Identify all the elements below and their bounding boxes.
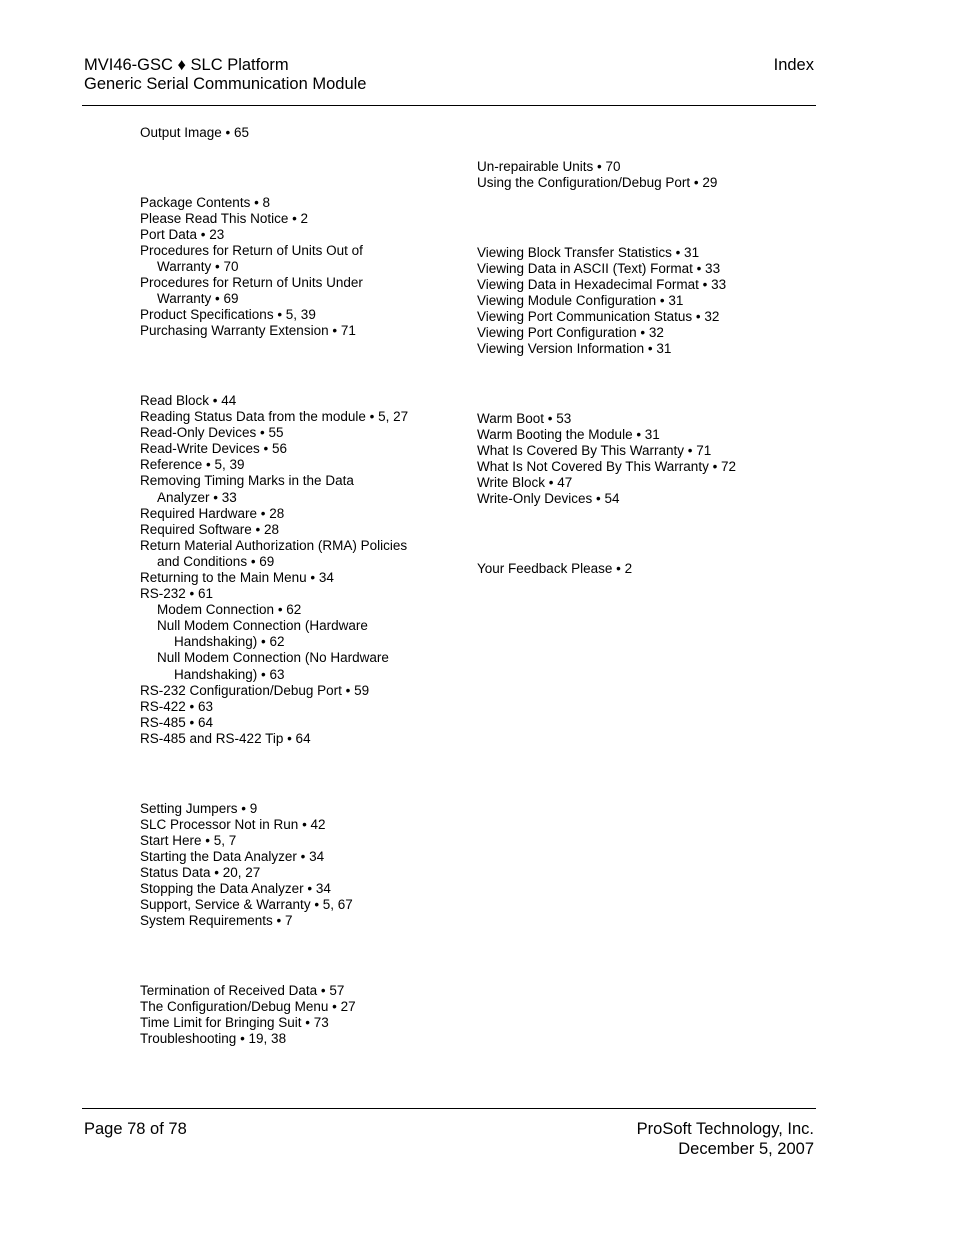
index-entry-line: RS-485 and RS-422 Tip • 64: [140, 730, 311, 746]
index-entry: [140, 243, 408, 275]
index-entry: [477, 277, 736, 293]
index-entry: [140, 1031, 408, 1047]
index-entry-line: Troubleshooting • 19, 38: [140, 1031, 287, 1047]
index-group-gap: [477, 507, 736, 561]
index-entry: [477, 309, 736, 325]
index-entry-line: Reference • 5, 39: [140, 457, 245, 473]
index-group-gap: [140, 747, 408, 801]
index-subentry: [140, 650, 408, 682]
index-entry: [477, 459, 736, 475]
index-entry: [140, 683, 408, 699]
index-entry: [140, 881, 408, 897]
index-entry-line: Viewing Version Information • 31: [477, 341, 672, 357]
index-entry-line: Time Limit for Bringing Suit • 73: [140, 1014, 329, 1030]
index-entry-line: Null Modem Connection (No Hardware: [157, 650, 389, 666]
index-group-gap: [477, 191, 736, 245]
index-entry-line: Viewing Module Configuration • 31: [477, 292, 684, 308]
index-entry-line: RS-422 • 63: [140, 698, 214, 714]
index-entry: [140, 125, 408, 141]
index-entry: [477, 491, 736, 507]
index-group: [477, 159, 736, 191]
index-entry: [140, 817, 408, 833]
index-entry-line: What Is Not Covered By This Warranty • 72: [477, 459, 737, 475]
page-header: [84, 56, 814, 94]
index-group: [477, 245, 736, 358]
index-entry: [140, 586, 408, 602]
index-entry-line: Reading Status Data from the module • 5, 27: [140, 409, 409, 425]
index-group: [140, 983, 408, 1047]
index-entry-line: Procedures for Return of Units Out of: [140, 242, 363, 258]
index-group: [477, 561, 736, 577]
index-subentry: [140, 618, 408, 650]
header-divider: [82, 105, 816, 106]
index-entry: [140, 983, 408, 999]
index-group-gap: [140, 339, 408, 393]
index-entry-line: Termination of Received Data • 57: [140, 982, 345, 998]
index-group-gap: [477, 357, 736, 411]
index-entry-line: Stopping the Data Analyzer • 34: [140, 880, 331, 896]
index-entry: [477, 443, 736, 459]
index-entry-line: Write Block • 47: [477, 475, 573, 491]
index-entry-line: Viewing Port Configuration • 32: [477, 325, 664, 341]
index-entry: [477, 411, 736, 427]
index-entry: [477, 325, 736, 341]
index-entry-line: RS-232 Configuration/Debug Port • 59: [140, 682, 370, 698]
index-group-gap: [140, 929, 408, 983]
company-name: ProSoft Technology, Inc.: [636, 1120, 814, 1138]
index-entry-line: Status Data • 20, 27: [140, 864, 261, 880]
index-entry: [477, 427, 736, 443]
index-entry-line: Warranty • 69: [157, 291, 239, 307]
index-entry-line: Required Hardware • 28: [140, 505, 285, 521]
index-entry: [140, 195, 408, 211]
index-entry-line: and Conditions • 69: [157, 553, 275, 569]
index-entry-line: Read Block • 44: [140, 392, 237, 408]
index-entry-line: Output Image • 65: [140, 125, 250, 140]
index-entry-line: Handshaking) • 62: [174, 634, 285, 650]
index-entry: [477, 561, 736, 577]
index-entry-line: What Is Covered By This Warranty • 71: [477, 443, 712, 459]
index-entry: [477, 175, 736, 191]
index-entry-line: System Requirements • 7: [140, 913, 293, 929]
index-entry-line: Purchasing Warranty Extension • 71: [140, 323, 356, 339]
index-entry-line: Viewing Block Transfer Statistics • 31: [477, 244, 700, 260]
page-footer: [84, 1120, 814, 1158]
index-entry-line: Product Specifications • 5, 39: [140, 307, 316, 323]
index-entry-line: Read-Write Devices • 56: [140, 441, 288, 457]
index-entry: [140, 699, 408, 715]
index-entry-line: Modem Connection • 62: [157, 602, 302, 618]
index-entry: [140, 425, 408, 441]
index-entry-line: Viewing Port Communication Status • 32: [477, 309, 720, 325]
index-entry: [140, 473, 408, 505]
index-entry-line: Write-Only Devices • 54: [477, 491, 620, 507]
index-entry: [140, 1015, 408, 1031]
index-entry-line: Please Read This Notice • 2: [140, 210, 309, 226]
index-entry: [140, 897, 408, 913]
index-entry: [140, 227, 408, 243]
index-entry: [140, 801, 408, 817]
index-subentry: [140, 602, 408, 618]
footer-divider: [82, 1108, 816, 1109]
index-entry: [140, 409, 408, 425]
index-entry-line: Read-Only Devices • 55: [140, 425, 284, 441]
publish-date: December 5, 2007: [678, 1139, 814, 1158]
index-entry: [477, 341, 736, 357]
index-entry-line: Viewing Data in Hexadecimal Format • 33: [477, 276, 727, 292]
index-entry: [140, 522, 408, 538]
index-group: [140, 195, 408, 340]
index-entry: [140, 731, 408, 747]
index-entry-line: Removing Timing Marks in the Data: [140, 473, 354, 489]
index-group: [140, 125, 408, 141]
index-entry: [477, 245, 736, 261]
section-title: Index: [773, 56, 814, 74]
index-column-right: [477, 159, 736, 577]
index-entry: [140, 570, 408, 586]
index-entry-line: Return Material Authorization (RMA) Policies: [140, 537, 408, 553]
index-entry: [140, 715, 408, 731]
index-group: [140, 393, 408, 747]
index-entry-line: RS-485 • 64: [140, 714, 214, 730]
index-entry: [477, 293, 736, 309]
index-entry: [140, 506, 408, 522]
module-name: Generic Serial Communication Module: [84, 75, 367, 93]
index-entry-line: Starting the Data Analyzer • 34: [140, 848, 325, 864]
index-entry-line: RS-232 • 61: [140, 586, 214, 602]
index-entry-line: Handshaking) • 63: [174, 666, 285, 682]
index-entry-line: Null Modem Connection (Hardware: [157, 618, 368, 634]
page-number: Page 78 of 78: [84, 1120, 187, 1138]
index-entry: [140, 211, 408, 227]
index-entry: [140, 393, 408, 409]
index-entry: [140, 833, 408, 849]
index-entry-line: Viewing Data in ASCII (Text) Format • 33: [477, 260, 721, 276]
index-entry: [140, 538, 408, 570]
index-entry: [140, 849, 408, 865]
index-entry: [140, 999, 408, 1015]
index-entry-line: Required Software • 28: [140, 521, 280, 537]
index-entry-line: Returning to the Main Menu • 34: [140, 569, 334, 585]
index-entry-line: Warranty • 70: [157, 258, 239, 274]
index-entry-line: Your Feedback Please • 2: [477, 560, 633, 576]
index-entry: [140, 323, 408, 339]
index-entry-line: Package Contents • 8: [140, 194, 271, 210]
index-entry-line: Port Data • 23: [140, 226, 225, 242]
index-entry: [140, 307, 408, 323]
index-column-left: [140, 125, 408, 1047]
index-entry-line: Warm Booting the Module • 31: [477, 426, 660, 442]
index-entry: [477, 261, 736, 277]
index-group: [140, 801, 408, 930]
index-entry: [477, 475, 736, 491]
index-entry: [140, 275, 408, 307]
index-entry-line: Start Here • 5, 7: [140, 832, 237, 848]
index-entry: [140, 441, 408, 457]
index-entry-line: SLC Processor Not in Run • 42: [140, 816, 326, 832]
index-entry: [477, 159, 736, 175]
index-entry-line: Support, Service & Warranty • 5, 67: [140, 897, 353, 913]
index-entry-line: Analyzer • 33: [157, 489, 237, 505]
product-line: MVI46-GSC ♦ SLC Platform: [84, 56, 289, 74]
index-entry: [140, 913, 408, 929]
index-entry-line: Setting Jumpers • 9: [140, 800, 258, 816]
index-entry-line: Procedures for Return of Units Under: [140, 275, 363, 291]
index-entry-line: Warm Boot • 53: [477, 410, 572, 426]
index-group-gap: [140, 141, 408, 195]
index-group: [477, 411, 736, 508]
index-entry-line: The Configuration/Debug Menu • 27: [140, 998, 356, 1014]
index-entry: [140, 457, 408, 473]
index-entry-line: Un-repairable Units • 70: [477, 159, 621, 174]
index-entry-line: Using the Configuration/Debug Port • 29: [477, 175, 718, 191]
index-entry: [140, 865, 408, 881]
